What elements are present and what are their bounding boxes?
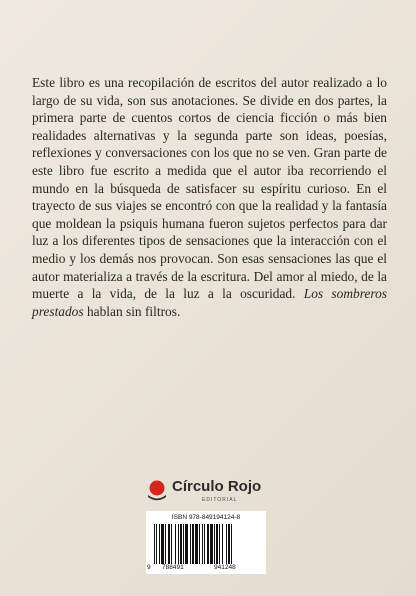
publisher-logo [147,478,277,506]
book-title-italic: Los sombreros prestados [32,286,387,319]
publisher-subtitle: EDITORIAL [202,497,238,503]
blurb-tail: hablan sin filtros. [86,303,181,319]
barcode-lead-digit: 9 [147,564,151,571]
blurb-body: Este libro es una recopilación de escritos del autor realizado a lo largo de su vida, son sus anotaciones. Se divide en dos partes, la primera parte de cuentos cortos de ciencia ficción o más bien realidades alternativas y la segunda parte son ideas, poesías, reflexiones y conversaciones con los que no se ven. Gran parte de este libro fue escrito a medida que el autor iba recorriendo el mundo en la búsqueda de satisfacer su espíritu curioso. En el trayecto de sus viajes se encontró con que la realidad y la fantasía que moldean la psiquis humana fueron sujetos perfectos para dar luz a los diferentes tipos de sensaciones que la interacción con el medio y los demás nos provocan. Son esas sensaciones las que el autor materializa a través de la escritura. Del amor al miedo, de la muerte a la vida, de la luz a la oscuridad. [32,75,387,302]
circulo-rojo-icon [147,480,167,502]
back-cover-blurb [32,74,387,320]
barcode-right-digits: 941248 [214,564,236,571]
barcode-left-digits: 788491 [162,564,184,571]
blurb-paragraph [32,74,387,320]
publisher-name: Círculo Rojo [172,478,262,495]
barcode-bars [153,524,259,564]
isbn-label: ISBN 978-849194124-8 [171,514,241,521]
isbn-barcode [146,511,266,574]
